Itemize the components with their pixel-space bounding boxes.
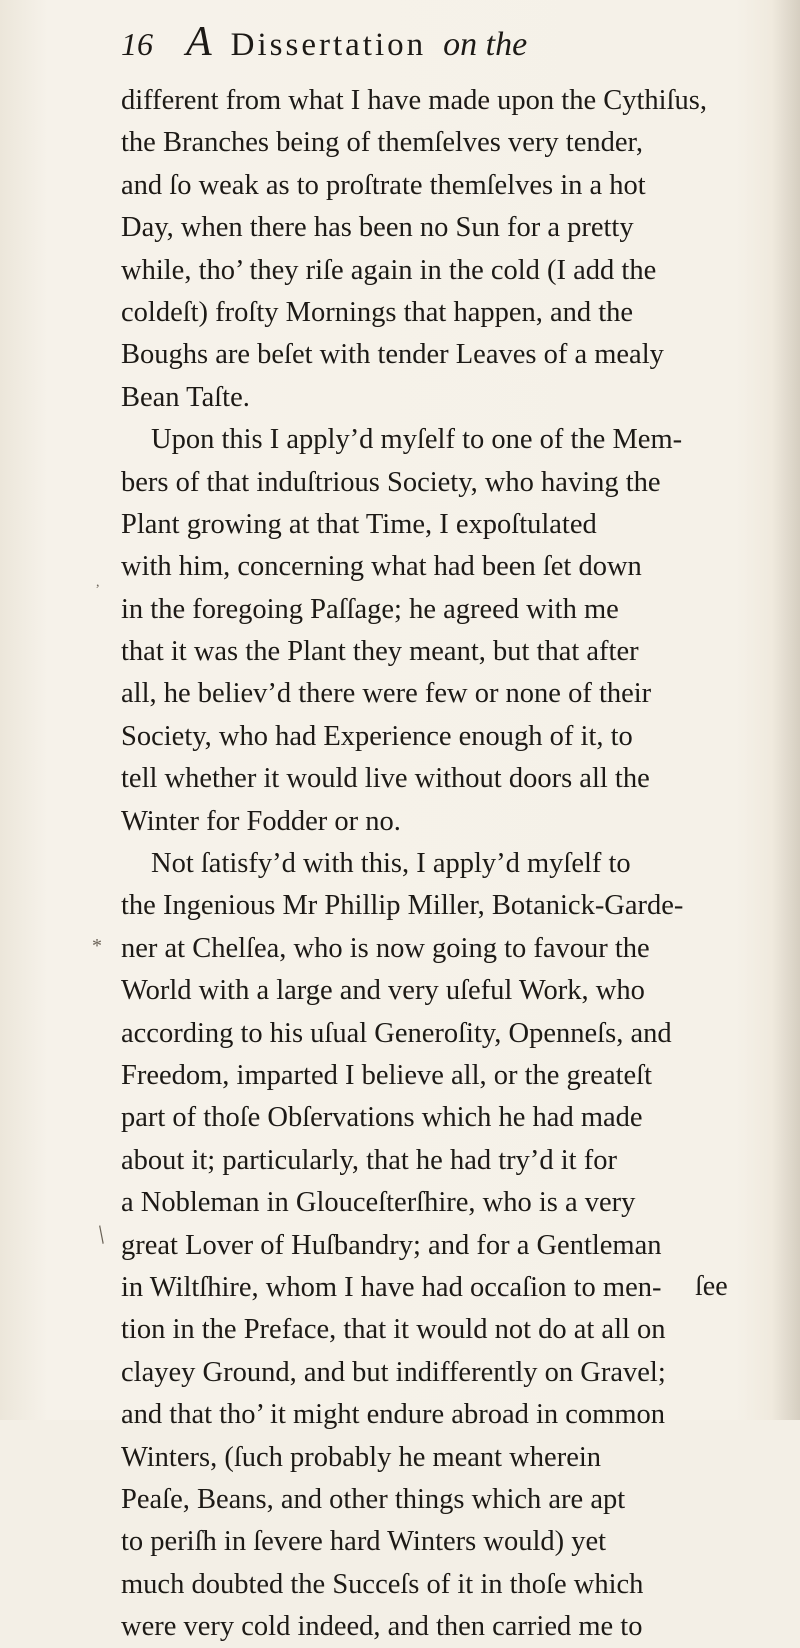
text-line: different from what I have made upon the Cythiſus, [121,85,707,116]
text-line: about it; particularly, that he had try’d it for [121,1144,617,1176]
text-line: Boughs are beſet with tender Leaves of a mealy [121,339,664,371]
text-line: Society, who had Experience enough of it, to [121,720,633,752]
page-number: 16 [121,26,153,62]
text-line: tell whether it would live without doors all the [121,763,650,795]
text-line: bers of that induſtrious Society, who having the [121,466,661,498]
text-line: part of thoſe Obſervations which he had made [121,1102,643,1134]
text-line: coldeſt) froſty Mornings that happen, and the [121,296,634,328]
margin-mark: * [92,935,102,957]
text-line: and that tho’ it might endure abroad in common [121,1399,666,1431]
text-line: Plant growing at that Time, I expoſtulated [121,508,597,540]
header-title-dissertation: Dissertation [230,27,427,63]
text-line: in the foregoing Paſſage; he agreed with me [121,593,619,625]
text-line: World with a large and very uſeful Work, who [121,975,645,1007]
text-line: with him, concerning what had been ſet down [121,551,642,583]
text-line: in Wiltſhire, whom I have had occaſion to men- [121,1271,662,1303]
paragraph-start-line: Upon this I apply’d myſelf to one of the Mem- [151,424,683,456]
text-line: ner at Chelſea, who is now going to favour the [121,932,650,964]
header-title-on-the: on the [443,26,528,63]
margin-mark: / [90,1220,112,1249]
text-line: according to his uſual Generoſity, Openneſs, and [121,1017,672,1049]
text-line: Peaſe, Beans, and other things which are apt [121,1483,626,1515]
text-line: were very cold indeed, and then carried me to [121,1611,643,1643]
catchword: ſee [695,1271,728,1302]
text-line: Winter for Fodder or no. [121,805,401,837]
text-line: a Nobleman in Glouceſterſhire, who is a very [121,1187,636,1219]
text-line: great Lover of Huſbandry; and for a Gentleman [121,1229,662,1261]
text-line: that it was the Plant they meant, but that after [121,636,639,668]
text-line: to periſh in ſevere hard Winters would) yet [121,1526,607,1558]
text-line: much doubted the Succeſs of it in thoſe which [121,1568,644,1600]
body-text [121,80,746,1648]
page-gutter-shadow [772,0,800,1420]
text-line: the Branches being of themſelves very tender, [121,127,643,159]
text-line: Winters, (ſuch probably he meant wherein [121,1441,602,1473]
text-line: Day, when there has been no Sun for a pretty [121,212,634,244]
text-line: Freedom, imparted I believe all, or the greateſt [121,1059,652,1091]
running-header [121,12,721,72]
text-line: tion in the Preface, that it would not do at all on [121,1314,666,1346]
text-line: the Ingenious Mr Phillip Miller, Botanick-Garde- [121,890,684,922]
paragraph-start-line: Not ſatisfy’d with this, I apply’d myſelf to [151,848,631,880]
text-line: while, tho’ they riſe again in the cold (I add the [121,254,657,286]
margin-mark: , [96,575,100,590]
text-line: Bean Taſte. [121,381,250,413]
text-line: clayey Ground, and but indifferently on Gravel; [121,1356,666,1388]
text-line: and ſo weak as to proſtrate themſelves in a hot [121,169,646,201]
text-line: all, he believ’d there were few or none of their [121,678,652,710]
header-title-a: A [186,19,212,65]
